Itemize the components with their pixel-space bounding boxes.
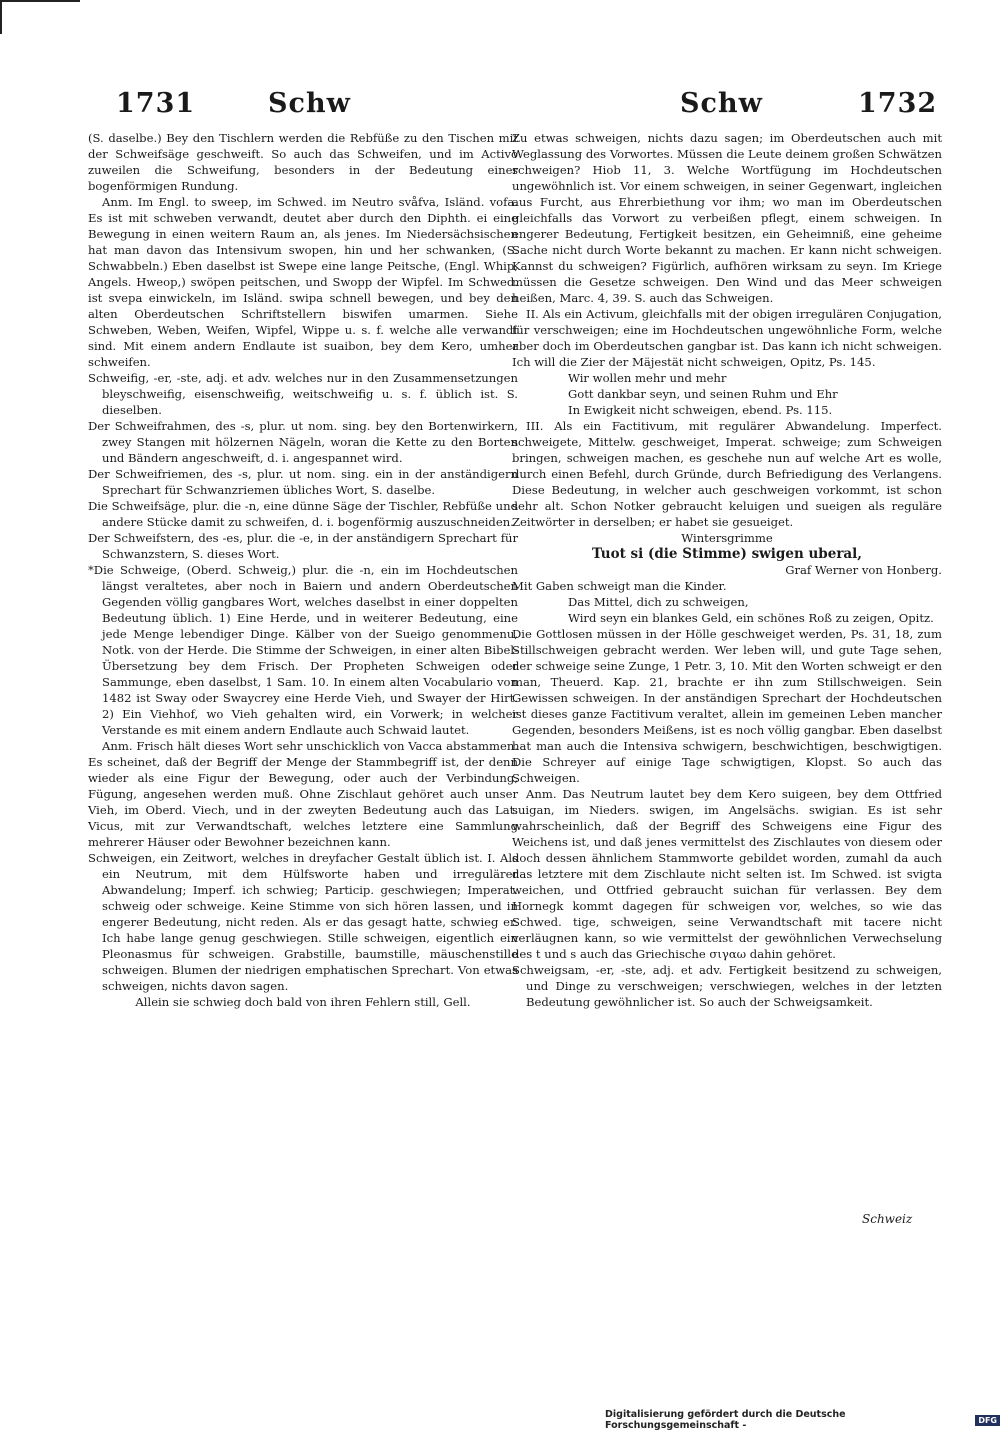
paragraph: In Ewigkeit nicht schweigen, ebend. Ps. 115.: [568, 403, 833, 417]
paragraph: Anm. Das Neutrum lautet bey dem Kero suigeen, bey dem Ottfried suigan, im Nieders. swigen, im Angelsächs. swigian. Es ist sehr wahrscheinlich, daß der Begriff des Schweigens eine Figur des Weichens ist, und daß jenes vermittelst des Zischlautes von diesem oder doch dessen ähnlichem Stammworte gebildet worden, zumahl da auch das letztere mit dem Zischlaute nicht selten ist. Im Schwed. ist svigta weichen, und Ottfried gebraucht suichan für verlassen. Bey dem Hornegk kommt dagegen für schweigen vor, welches, so wie das Schwed. tige, schweigen, seine Verwandtschaft mit tacere nicht verläugnen kann, so wie vermittelst der gewöhnlichen Verwechselung des t und s auch das Griechische σιγαω dahin gehöret.: [512, 787, 942, 961]
paragraph: *Die Schweige, (Oberd. Schweig,) plur. die -n, ein im Hochdeutschen längst veraltetes, aber noch in Baiern und andern Oberdeutschen Gegenden völlig gangbares Wort, welches daselbst in einer doppelten Bedeutung üblich. 1) Eine Herde, und in weiterer Bedeutung, eine jede Menge lebendiger Dinge. Kälber von der Sueigo genommenu, Notk. von der Herde. Die Stimme der Schweigen, in einer alten Bibel-Übersetzung bey dem Frisch. Der Propheten Schweigen oder Sammunge, eben daselbst, 1 Sam. 10. In einem alten Vocabulario von 1482 ist Sway oder Swaycrey eine Herde Vieh, und Swayer der Hirt. 2) Ein Viehhof, wo Vieh gehalten wird, ein Vorwerk; in welcher Verstande es mit einem andern Endlaute auch Schwaid lautet.: [88, 563, 518, 737]
paragraph: Zu etwas schweigen, nichts dazu sagen; im Oberdeutschen auch mit Weglassung des Vorwortes. Müssen die Leute deinem großen Schwätzen schweigen? Hiob 11, 3. Welche Wortfügung im Hochdeutschen ungewöhnlich ist. Vor einem schweigen, in seiner Gegenwart, ingleichen aus Furcht, aus Ehrerbiethung vor ihm; wo man im Oberdeutschen gleichfalls das Vorwort zu verbeißen pflegt, einem schweigen. In engerer Bedeutung, Fertigkeit besitzen, ein Geheimniß, eine geheime Sache nicht durch Worte bekannt zu machen. Er kann nicht schweigen. Kannst du schweigen? Figürlich, aufhören wirksam zu seyn. Im Kriege müssen die Gesetze schweigen. Den Wind und das Meer schweigen heißen, Marc. 4, 39. S. auch das Schweigen.: [512, 131, 942, 305]
paragraph: Schweifig, -er, -ste, adj. et adv. welches nur in den Zusammensetzungen bleyschweifig, eisenschweifig, weitschweifig u. s. f. üblich ist. S. dieselben.: [88, 371, 518, 417]
paragraph: Der Schweifriemen, des -s, plur. ut nom. sing. ein in der anständigern Sprechart für Schwanzriemen übliches Wort, S. daselbe.: [88, 467, 518, 497]
paragraph: Wird seyn ein blankes Geld, ein schönes Roß zu zeigen, Opitz.: [568, 611, 934, 625]
paragraph: Das Mittel, dich zu schweigen,: [568, 595, 749, 609]
paragraph: Wintersgrimme: [681, 531, 773, 545]
crop-mark: [0, 0, 80, 34]
right-running-head: Schw: [680, 88, 763, 119]
paragraph: Die Schweifsäge, plur. die -n, eine dünne Säge der Tischler, Rebfüße und andere Stücke damit zu schweifen, d. i. bogenförmig auszuschneiden.: [88, 499, 518, 529]
paragraph: Gott dankbar seyn, und seinen Ruhm und Ehr: [568, 387, 838, 401]
paragraph: Graf Werner von Honberg.: [785, 563, 942, 577]
paragraph: Schweigsam, -er, -ste, adj. et adv. Fertigkeit besitzend zu schweigen, und Dinge zu verschweigen; verschwiegen, welches in der letzten Bedeutung gewöhnlicher ist. So auch der Schweigsamkeit.: [512, 963, 942, 1009]
paragraph: III. Als ein Factitivum, mit regulärer Abwandelung. Imperfect. schweigete, Mittelw. geschweiget, Imperat. schweige; zum Schweigen bringen, schweigen machen, es geschehe nun auf welche Art es wolle, durch einen Befehl, durch Gründe, durch Befriedigung des Verlangens. Diese Bedeutung, in welcher auch geschweigen vorkommt, ist schon sehr alt. Schon Notker gebraucht keluigen und sueigen als reguläre Zeitwörter in derselben; er habet sie gesueiget.: [512, 419, 942, 529]
paragraph: Anm. Im Engl. to sweep, im Schwed. im Neutro svåfva, Isländ. vofa. Es ist mit schweben verwandt, deutet aber durch den Diphth. ei eine Bewegung in einen weitern Raum an, als jenes. Im Niedersächsischen hat man davon das Intensivum swopen, hin und her schwanken, (S. Schwabbeln.) Eben daselbst ist Swepe eine lange Peitsche, (Engl. Whip, Angels. Hweop,) swöpen peitschen, und Swopp der Wipfel. Im Schwed. ist svepa einwickeln, im Isländ. swipa schnell bewegen, und bey den alten Oberdeutschen Schriftstellern biswifen umarmen. Siehe Schweben, Weben, Weifen, Wipfel, Wippe u. s. f. welche alle verwandt sind. Mit einem andern Endlaute ist suaibon, bey dem Kero, umher schweifen.: [88, 195, 518, 369]
left-column: [88, 130, 518, 1010]
paragraph: Tuot si (die Stimme) swigen uberal,: [591, 546, 863, 562]
paragraph: Wir wollen mehr und mehr: [568, 371, 727, 385]
catchword: Schweiz: [862, 1212, 913, 1226]
footer: [605, 1409, 1000, 1431]
left-running-head: Schw: [268, 88, 351, 119]
left-page-number: 1731: [116, 88, 196, 119]
paragraph: (S. daselbe.) Bey den Tischlern werden die Rebfüße zu den Tischen mit der Schweifsäge geschweift. So auch das Schweifen, und im Activo zuweilen die Schweifung, besonders in der Bedeutung einer bogenförmigen Rundung.: [88, 131, 518, 193]
right-column: [512, 130, 942, 1010]
paragraph: II. Als ein Activum, gleichfalls mit der obigen irregulären Conjugation, für verschweigen; eine im Hochdeutschen ungewöhnliche Form, welche aber doch im Oberdeutschen gangbar ist. Das kann ich nicht schweigen. Ich will die Zier der Mäjestät nicht schweigen, Opitz, Ps. 145.: [512, 307, 942, 369]
right-page-number: 1732: [858, 88, 938, 119]
paragraph: Der Schweifrahmen, des -s, plur. ut nom. sing. bey den Bortenwirkern, zwey Stangen mit hölzernen Nägeln, woran die Kette zu den Borten und Bändern angeschweift, d. i. angespannet wird.: [88, 419, 518, 465]
dfg-logo: DFG: [975, 1415, 1000, 1426]
paragraph: Der Schweifstern, des -es, plur. die -e, in der anständigern Sprechart für Schwanzstern, S. dieses Wort.: [88, 531, 518, 561]
paragraph: Allein sie schwieg doch bald von ihren Fehlern still, Gell.: [135, 995, 471, 1009]
paragraph: Schweigen, ein Zeitwort, welches in dreyfacher Gestalt üblich ist. I. Als ein Neutrum, mit dem Hülfsworte haben und irregulärer Abwandelung; Imperf. ich schwieg; Particip. geschwiegen; Imperat. schweig oder schweige. Keine Stimme von sich hören lassen, und in engerer Bedeutung, nicht reden. Als er das gesagt hatte, schwieg er. Ich habe lange genug geschwiegen. Stille schweigen, eigentlich ein Pleonasmus für schweigen. Grabstille, baumstille, mäuschenstille schweigen. Blumen der niedrigen emphatischen Sprechart. Von etwas schweigen, nichts davon sagen.: [88, 851, 518, 993]
paragraph: Die Gottlosen müssen in der Hölle geschweiget werden, Ps. 31, 18, zum Stillschweigen gebracht werden. Wer leben will, und gute Tage sehen, der schweige seine Zunge, 1 Petr. 3, 10. Mit den Worten schweigt er den man, Theuerd. Kap. 21, brachte er ihn zum Stillschweigen. Sein Gewissen schweigen. In der anständigen Sprechart der Hochdeutschen ist dieses ganze Factitivum veraltet, allein im gemeinen Leben mancher Gegenden, besonders Meißens, ist es noch völlig gangbar. Eben daselbst hat man auch die Intensiva schwigern, beschwichtigen, beschwigtigen. Die Schreyer auf einige Tage schwigtigen, Klopst. So auch das Schweigen.: [512, 627, 942, 785]
footer-text: Digitalisierung gefördert durch die Deutsche Forschungsgemeinschaft -: [605, 1409, 846, 1431]
paragraph: Mit Gaben schweigt man die Kinder.: [512, 579, 727, 593]
paragraph: Anm. Frisch hält dieses Wort sehr unschicklich von Vacca abstammen. Es scheinet, daß der Begriff der Menge der Stammbegriff ist, der denn wieder als eine Figur der Bewegung, oder auch der Verbindung, Fügung, angesehen werden muß. Ohne Zischlaut gehöret auch unser Vieh, im Oberd. Viech, und in der zweyten Bedeutung auch das Lat. Vicus, mit zur Verwandtschaft, welches letztere eine Sammlung mehrerer Häuser oder Bewohner bezeichnen kann.: [88, 739, 518, 849]
